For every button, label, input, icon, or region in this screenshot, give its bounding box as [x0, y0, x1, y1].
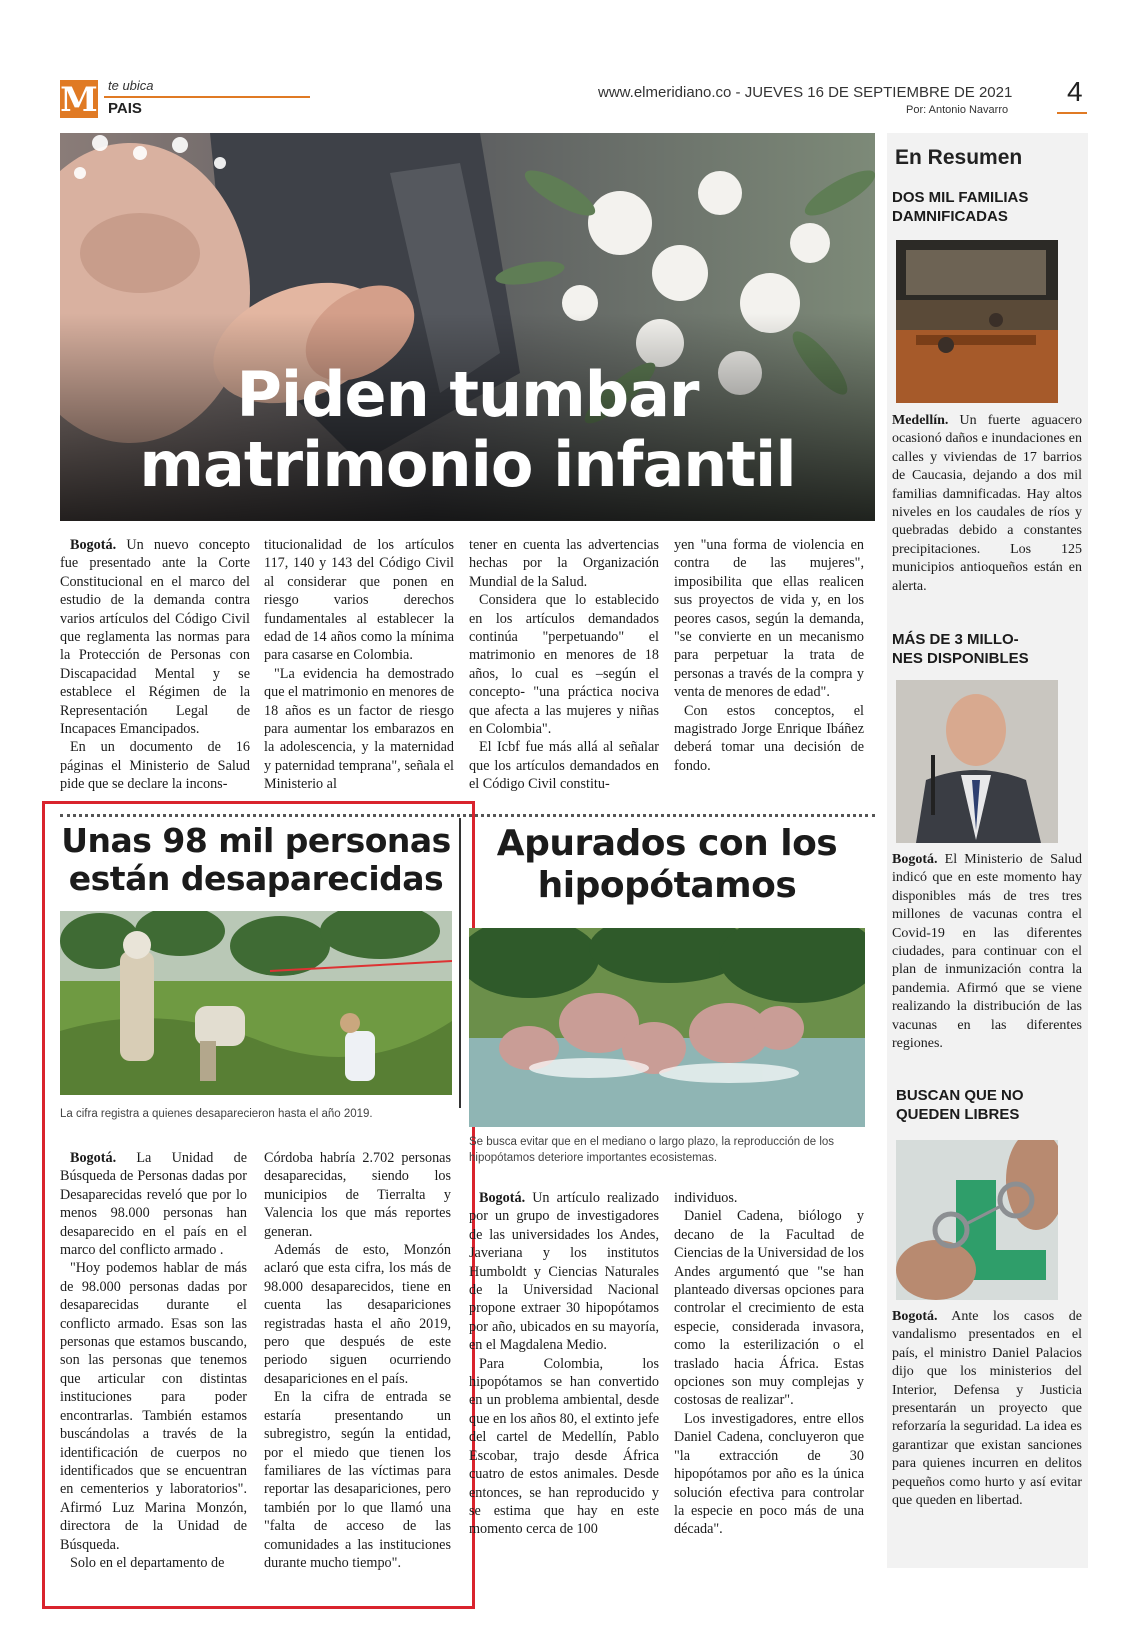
hippo-headline-line1: Apurados con los	[496, 823, 838, 864]
paragraph: Córdoba habría 2.702 personas desaparecidas, siendo los municipios de Tierralta y Valencia los que más reportes generan.	[264, 1150, 451, 1240]
missing-story-headline	[60, 822, 452, 898]
paragraph: tener en cuenta las advertencias hechas por la Organización Mundial de la Salud.	[469, 537, 659, 590]
paragraph: El Icbf fue más allá al señalar que los artículos demandados en el Código Civil constitu-	[469, 739, 659, 793]
main-headline-line2: matrimonio infantil	[139, 428, 796, 501]
page-number: 4	[1067, 76, 1083, 107]
paragraph: Los investigadores, entre ellos Daniel Cadena, concluyeron que "la extracción de 30 hipopótamos por año es la única solución efectiva para controlar la especie en poco más de una década".	[674, 1410, 864, 1538]
paragraph: Ante los casos de vandalismo presentados en el país, el ministro Daniel Palacios dijo que los ministerios del Interior, Defensa y Justicia presentarán un proyecto que reforzaría la seguridad. La idea es garantizar que existan sanciones para quienes incurren en delitos pequeños como hurto y así evitar que queden en libertad.	[892, 1309, 1082, 1509]
paragraph: Considera que lo establecido en los artículos demandados continúa "perpetuando" el matrimonio en menores de 18 años, lo cual es –según el concepto- "una práctica nociva que afecta a las mujeres y niñas en Colombia".	[469, 592, 659, 738]
sidebar-title: En Resumen	[895, 146, 1023, 169]
paragraph: Un fuerte aguacero ocasionó daños e inundaciones en calles y viviendas de 17 barrios de Caucasia, dejando a dos mil familias damnificadas. Hay altos niveles en los caudales de ríos y quebradas debido a constantes precipitaciones. Los 125 municipios antioqueños están en alerta.	[892, 413, 1082, 594]
author-byline: Por: Antonio Navarro	[906, 104, 1009, 116]
field-workers-photo	[60, 911, 452, 1095]
council-chamber-photo	[896, 240, 1058, 403]
paragraph: Solo en el departamento de	[70, 1554, 225, 1571]
section-tag: te ubica	[108, 78, 154, 93]
sidebar-item-2-headline	[892, 630, 1082, 668]
missing-story-column-2	[264, 1149, 451, 1572]
main-story-column-2	[264, 536, 454, 794]
main-headline-line1: Piden tumbar	[236, 358, 699, 431]
dateline: Medellín.	[892, 413, 949, 428]
dateline: Bogotá.	[70, 537, 117, 553]
paragraph: Daniel Cadena, biólogo y decano de la Facultad de Ciencias de la Universidad de los Andes argumentó que "se han planteado diversas opciones para controlar el crecimiento de esta especie, considerada invasora, como la esterilización o el traslado hacia África. Estas opciones son muy complejas y costosas de realizar".	[674, 1208, 864, 1409]
dateline: Bogotá.	[479, 1190, 526, 1206]
column-rule	[459, 818, 461, 1108]
missing-story-column-1	[60, 1149, 247, 1572]
sidebar-item-1-text	[892, 412, 1082, 596]
sidebar-item-2-text	[892, 851, 1082, 1053]
main-story-column-4	[674, 536, 864, 775]
paragraph: yen "una forma de violencia en contra de las mujeres", imposibilita que ellas realicen sus proyectos de vida y, en los peores casos, según la demanda, "se convierte en un mecanismo para perpetuar la trata de personas a través de la compra y venta de menores de edad".	[674, 537, 864, 701]
paragraph: Además de esto, Monzón aclaró que esta cifra, los más de 98.000 desaparecidos, tiene en cuenta las desapariciones registradas hasta el año 2019, pero que después de este periodo siguen ocurriendo desapariciones en el país.	[264, 1242, 451, 1387]
paragraph: "Hoy podemos hablar de más de 98.000 personas dadas por desaparecidas durante el conflicto armado. Esas son las personas que estamos buscando, son las personas que tenemos que articular con distintas instituciones para poder encontrarlas. También estamos buscándolas a través de la identificación de cuerpos no identificados que se encuentran en cementerios y laboratorios". Afirmó Luz Marina Monzón, directora de la Unidad de Búsqueda.	[60, 1260, 247, 1553]
dateline: Bogotá.	[892, 852, 938, 867]
headline-line: DOS MIL FAMILIAS	[892, 189, 1029, 206]
site-and-date: www.elmeridiano.co - JUEVES 16 DE SEPTIEMBRE DE 2021	[598, 84, 1013, 101]
paragraph: Para Colombia, los hipopótamos se han convertido en un problema ambiental, desde que en los años 80, el extinto jefe del cartel de Medellín, Pablo Escobar, trajo desde África cuatro de estos animales. Desde entonces, se han reproducido y se estima que hay en este momento cerca de 100	[469, 1355, 659, 1538]
hippo-headline-line2: hipopótamos	[537, 865, 797, 906]
missing-photo-caption: La cifra registra a quienes desaparecieron hasta el año 2019.	[60, 1108, 373, 1120]
missing-headline-line1: Unas 98 mil personas	[61, 821, 451, 860]
header-rule	[104, 96, 310, 98]
hippo-story-headline	[469, 823, 865, 907]
paragraph: "La evidencia ha demostrado que el matrimonio en menores de 18 años es un factor de riesgo para aumentar los embarazos en la adolescencia, y la maternidad y paternidad temprana", señala el Ministerio al	[264, 665, 454, 793]
minister-photo	[896, 680, 1058, 843]
headline-line: NES DISPONIBLES	[892, 650, 1029, 667]
section-name: PAIS	[108, 100, 142, 117]
paragraph: La Unidad de Búsqueda de Personas dadas por Desaparecidas reveló que por lo menos 98.000 personas han desaparecido en el país en el marco del conflicto armado .	[60, 1150, 247, 1259]
sidebar-item-3-text	[892, 1308, 1082, 1510]
paragraph: En un documento de 16 páginas el Ministerio de Salud pide que se declare la incons-	[60, 739, 250, 793]
headline-line: MÁS DE 3 MILLO-	[892, 631, 1019, 648]
headline-line: BUSCAN QUE NO	[896, 1087, 1024, 1104]
main-story-column-1	[60, 536, 250, 794]
paragraph: Un nuevo concepto fue presentado ante la Corte Constitucional en el marco del estudio de la demanda contra varios artículos del Código Civil que reglamenta las normas para la Protección de Personas con Discapacidad Mental y se establece el Régimen de la Representación Legal de Incapaces Emancipados.	[60, 537, 250, 738]
paragraph: El Ministerio de Salud indicó que en este momento hay disponibles más de tres tres millones de vacunas contra el Covid-19 en las diferentes ciudades, para continuar con el plan de inmunización contra la pandemia. Afirmó que se viene realizando la distribución de las vacunas en las diferentes regiones.	[892, 852, 1082, 1052]
paragraph: Con estos conceptos, el magistrado Jorge Enrique Ibáñez deberá tomar una decisión de fondo.	[674, 702, 864, 774]
dateline: Bogotá.	[892, 1309, 938, 1324]
headline-line: QUEDEN LIBRES	[896, 1106, 1020, 1123]
hippo-story-column-2	[674, 1189, 864, 1539]
sidebar-item-1-headline	[892, 188, 1082, 226]
newspaper-logo: M	[60, 80, 98, 120]
missing-headline-line2: están desaparecidas	[68, 859, 444, 898]
page-number-rule	[1057, 112, 1087, 114]
hippo-story-column-1	[469, 1189, 659, 1539]
paragraph: Un artículo realizado por un grupo de investigadores de las universidades los Andes, Javeriana y los institutos Humboldt y Ciencias Naturales de la Universidad Nacional propone extraer 30 hipopótamos por año, ubicados en su mayoría, en el Magdalena Medio.	[469, 1190, 659, 1354]
paragraph: titucionalidad de los artículos 117, 140 y 143 del Código Civil al considerar que ponen en riesgo varios derechos fundamentales al establecer la edad de 14 años como la mínima para casarse en Colombia.	[264, 537, 454, 664]
sidebar-item-3-headline	[896, 1086, 1086, 1124]
main-story-column-3	[469, 536, 659, 794]
main-headline	[60, 360, 875, 500]
hippos-photo	[469, 928, 865, 1127]
hippo-photo-caption: Se busca evitar que en el mediano o largo plazo, la reproducción de los hipopótamos deteriore importantes ecosistemas.	[469, 1136, 835, 1164]
paragraph: individuos.	[674, 1190, 738, 1206]
paragraph: En la cifra de entrada se estaría presentando un subregistro, según la entidad, por el miedo que tienen los familiares de las víctimas para reportar las desapariciones, pero también por lo que llamó una "falta de acceso de las comunidades a las instituciones durante mucho tiempo".	[264, 1389, 451, 1571]
dateline: Bogotá.	[70, 1150, 117, 1166]
headline-line: DAMNIFICADAS	[892, 208, 1008, 225]
handcuffs-photo	[896, 1140, 1058, 1300]
